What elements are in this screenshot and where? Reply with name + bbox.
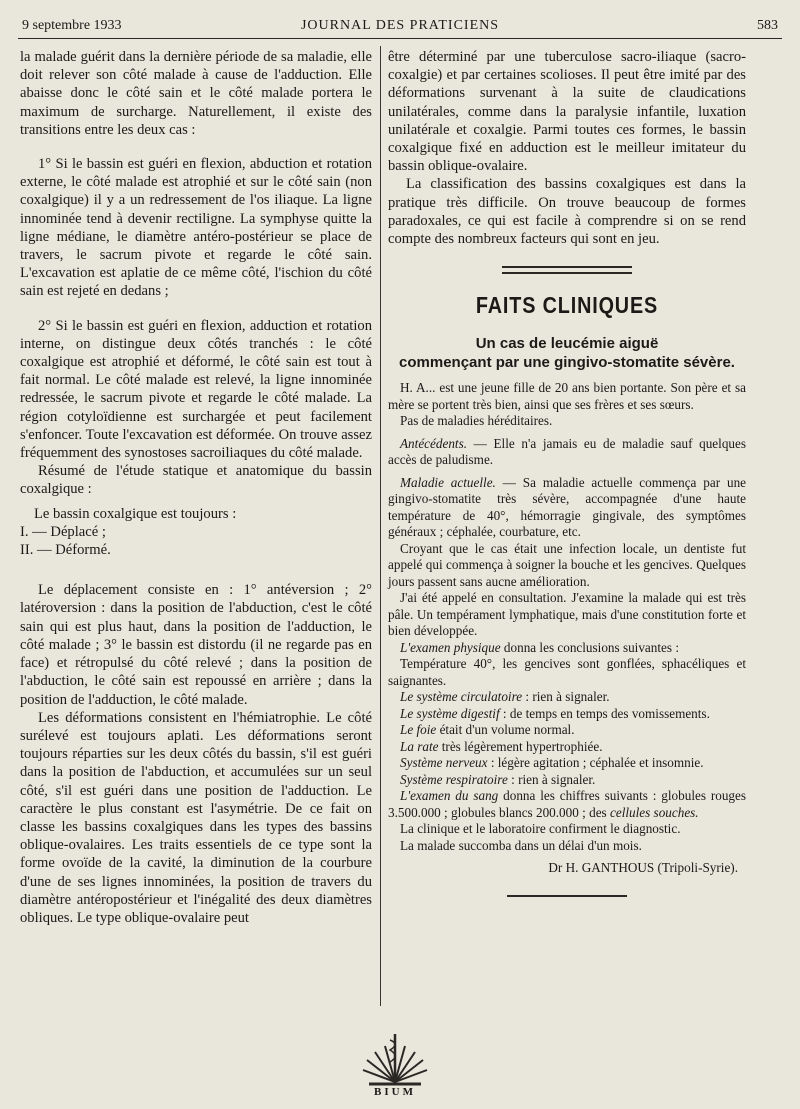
paragraph-emphasis: cellules souches. (609, 804, 699, 820)
paragraph (388, 722, 746, 739)
paragraph-text: très légèrement hypertrophiée. (438, 738, 603, 754)
paragraph-label: Maladie actuelle. (400, 474, 496, 490)
paragraph: Pas de maladies héréditaires. (400, 413, 553, 429)
paragraph: La clinique et le laboratoire confirment le diagnostic. (400, 821, 681, 837)
paragraph-label: Le foie (400, 722, 437, 738)
paragraph: être déterminé par une tuberculose sacro-iliaque (sacro-coxalgie) et par certaines scolioses. Il peut être imité par des déformations survenant à la suite de claudications unilatérales, comme dans la paralysie infantile, luxation unilatérale et coxalgie. Parmi toutes ces formes, le bassin coxalgique fixé en adduction est le meilleur imitateur du bassin oblique-ovalaire. (388, 49, 746, 175)
article-title-line: Un cas de leucémie aiguë (475, 335, 659, 353)
article-title-line: commençant par une gingivo-stomatite sévère. (399, 354, 735, 372)
paragraph-label: L'examen du sang (400, 788, 499, 804)
paragraph: Le déplacement consiste en : 1° antéversion ; 2° latéroversion : dans la position de l'abduction, c'est le côté sain qui est plus haut, dans la position de l'adduction, le côté malade ; 3° le bassin est distordu (il ne regarde pas en face) et rétropulsé du côté relevé ; dans la position de l'abduction, le côté sain est repoussé en arrière ; dans la position de l'adduction, le côté malade. (20, 582, 372, 708)
section-title: FAITS CLINIQUES (475, 292, 659, 319)
paragraph (388, 706, 746, 723)
paragraph-text: — Sa maladie actuelle commença par une gingivo-stomatite très sévère, accompagnée d'une haute température de 40°, hémorragie gingivale, des symptômes généraux ; céphalée, courbature, etc. (388, 474, 747, 540)
paragraph-label: Le système digestif (400, 705, 500, 721)
paragraph-text: : de temps en temps des vomissements. (499, 705, 710, 721)
paragraph: J'ai été appelé en consultation. J'examine la malade qui est très pâle. Un tempérament lymphatique, mais d'une constitution forte et bien développée. (388, 590, 746, 639)
paragraph (388, 689, 746, 706)
paragraph: 1° Si le bassin est guéri en flexion, abduction et rotation externe, le côté malade est atrophié et sur le côté sain (non coxalgique) il y a un redressement de l'os iliaque. La ligne innominée tend à devenir rectiligne. La symphyse quitte la ligne médiane, le diamètre antéro-postérieur se place de travers, le sacrum pivote et regarde le côté sain. L'excavation est aplatie de ce même côté, l'ischion du côté sain est rejeté en dedans ; (20, 156, 372, 300)
paragraph: La malade succomba dans un délai d'un mois. (400, 837, 642, 853)
paragraph-label: La rate (400, 738, 439, 754)
paragraph-label: L'examen physique (400, 639, 501, 655)
paragraph-text: — Elle n'a jamais eu de maladie sauf quelques accès de paludisme. (388, 435, 746, 468)
paragraph-label: Système nerveux (400, 755, 488, 771)
paragraph: Résumé de l'étude statique et anatomique du bassin coxalgique : (20, 463, 372, 498)
paragraph (388, 436, 746, 469)
paragraph: Le bassin coxalgique est toujours : (34, 505, 237, 522)
paragraph (388, 788, 746, 821)
paragraph-text: donna les conclusions suivantes : (500, 639, 679, 655)
paragraph (388, 772, 746, 789)
paragraph: la malade guérit dans la dernière période de sa maladie, elle doit relever son côté malade à cause de l'adduction. Elle abaisse donc le côté sain et le côté malade portera le maximum de surcharge. Naturellement, il existe des transitions entre les deux cas : (20, 49, 372, 138)
paragraph: Température 40°, les gencives sont gonflées, sphacéliques et saignantes. (388, 656, 746, 688)
paragraph-label: Système respiratoire (400, 771, 508, 787)
paragraph-text: : légère agitation ; céphalée et insomnie. (487, 755, 704, 771)
left-column (20, 48, 372, 927)
article-end-rule (507, 895, 627, 897)
paragraph (388, 640, 746, 657)
paragraph: 2° Si le bassin est guéri en flexion, adduction et rotation interne, on distingue deux côtés tranchés : le côté coxalgique est atrophié et déformé, le côté sain est tout à fait normal. Le côté malade est relevé, la ligne innominée redressée, le sacrum pivote et regarde le côté malade. La région cotyloïdienne est surchargée et peut facilement s'enfoncer. Toute l'excavation est déformée. On trouve assez fréquemment des synostoses sacroiliaques du côté malade. (20, 317, 372, 462)
paragraph-text: donna les chiffres suivants : globules rouges 3.500.000 ; globules blancs 200.000 ; des (388, 788, 746, 820)
issue-date: 9 septembre 1933 (22, 18, 122, 33)
paragraph (388, 739, 746, 756)
list-item: II. — Déformé. (20, 542, 111, 559)
list-item: I. — Déplacé ; (20, 523, 106, 540)
paragraph-label: Antécédents. (400, 435, 468, 451)
article-body (388, 380, 746, 877)
logo-text: BIUM (374, 1086, 416, 1098)
paragraph-text: était d'un volume normal. (436, 722, 575, 738)
page-header (22, 14, 778, 36)
paragraph-text: : rien à signaler. (507, 771, 596, 787)
section-separator (502, 266, 632, 274)
paragraph (388, 475, 746, 541)
paragraph (388, 755, 746, 772)
column-divider (380, 46, 381, 1006)
paragraph-label: Le système circulatoire (400, 689, 523, 705)
paragraph-text: : rien à signaler. (522, 689, 610, 705)
page-number: 583 (757, 18, 778, 33)
article-title (388, 334, 746, 372)
author-signature: Dr H. GANTHOUS (Tripoli-Syrie). (548, 860, 738, 876)
paragraph: La classification des bassins coxalgiques est dans la pratique très difficile. On trouve beaucoup de formes paradoxales, ce qui est facile à comprendre si on se rend compte des nombreux facteurs qui sont en jeu. (388, 176, 746, 248)
paragraph: Les déformations consistent en l'hémiatrophie. Le côté surélevé est toujours aplati. Les déformations seront toujours réparties sur les deux côtés du bassin, s'il est guéri dans la position de l'abduction, et accumulées sur un seul côté, s'il est guéri dans une position de l'adduction. Le caractère le plus constant est l'asymétrie. De ce fait on classe les bassins coxalgiques dans les types des bassins oblique-ovalaires. Les traits essentiels de ce type sont la forme ovoïde de la cavité, la diminution de la courbure d'une de ses lignes innominées, la position de travers du diamètre antéropostérieur et l'inégalité des deux diamètres obliques. Le type oblique-ovalaire peut (20, 709, 372, 926)
journal-title: JOURNAL DES PRATICIENS (300, 18, 500, 33)
paragraph: H. A... est une jeune fille de 20 ans bien portante. Son père et sa mère se portent très bien, ainsi que ses frères et ses sœurs. (388, 380, 746, 412)
header-rule (18, 38, 782, 39)
right-column (388, 48, 746, 897)
paragraph: Croyant que le cas était une infection locale, un dentiste fut appelé qui commença à soigner la bouche et les gencives. Quelques jours passent sans aucne amélioration. (388, 540, 746, 589)
